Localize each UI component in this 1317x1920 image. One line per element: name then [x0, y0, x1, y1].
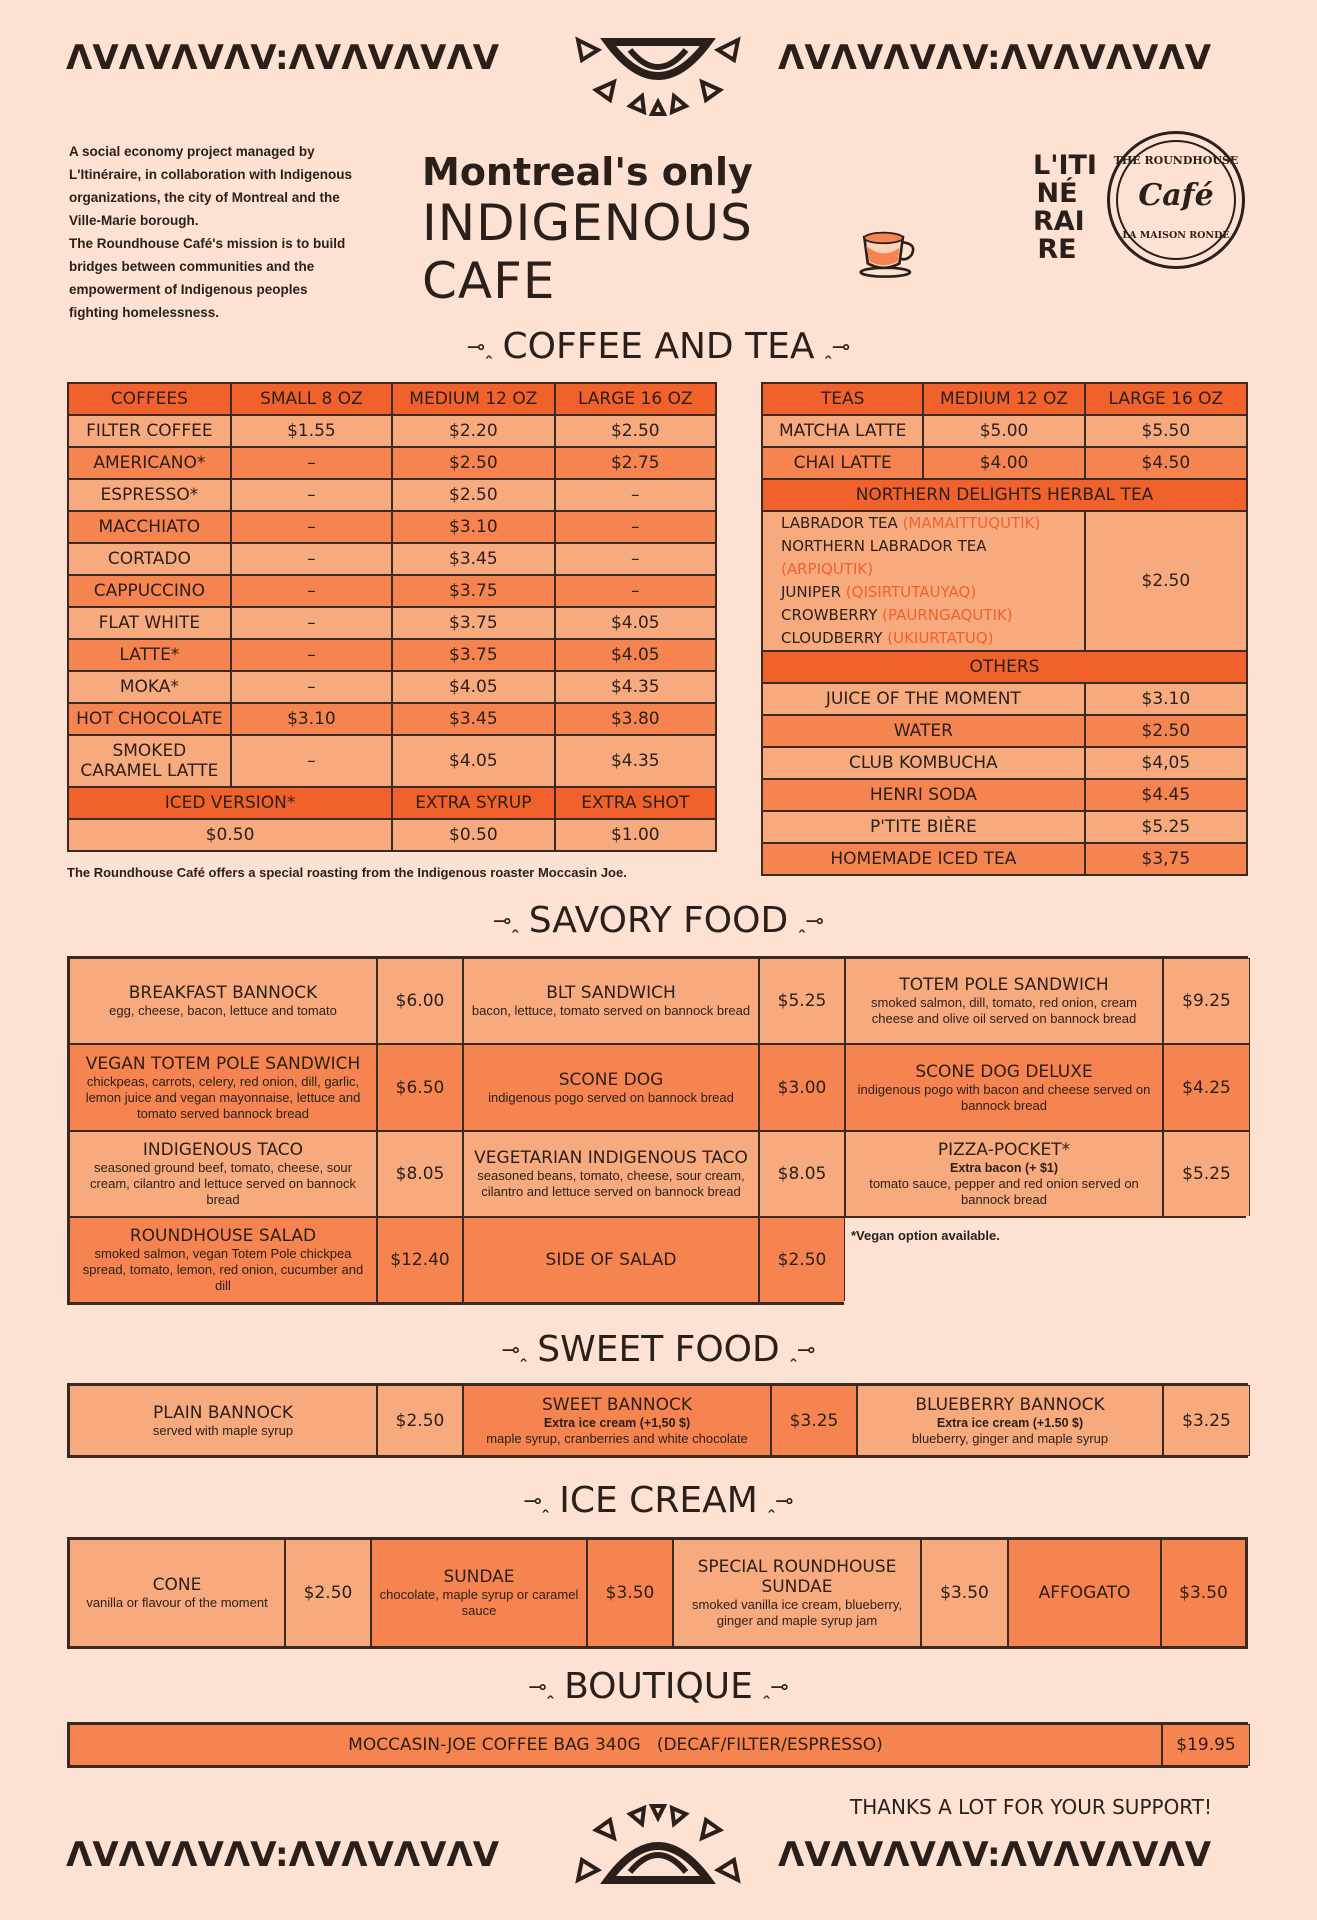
table-cell: $4.05 [392, 735, 554, 787]
price: $2.50 [303, 1583, 353, 1603]
table-row [68, 543, 716, 575]
item-description: chickpeas, carrots, celery, red onion, dill, garlic, lemon juice and vegan mayonnaise, lettuce and tomato served bannock bread [85, 1073, 361, 1121]
item-name: SWEET BANNOCK [542, 1394, 692, 1415]
flourish-right-icon: ꞈ⊸ [798, 908, 824, 934]
herbal-price: $2.50 [1085, 511, 1247, 651]
table-row [762, 479, 1247, 511]
price: $6.00 [395, 991, 445, 1011]
top-left-pattern: ΛVΛVΛVΛV:ΛVΛVΛVΛV [66, 38, 500, 78]
item-name: ROUNDHOUSE SALAD [129, 1226, 317, 1246]
section-title-icecream: ⊸ꞈ ICE CREAM ꞈ⊸ [523, 1480, 794, 1521]
table-cell: $3.80 [555, 703, 716, 735]
table-cell: $2.50 [1085, 715, 1247, 747]
boutique-item [69, 1724, 1162, 1766]
table-row [68, 511, 716, 543]
table-cell: $2.50 [555, 415, 716, 447]
menu-item [1008, 1539, 1161, 1647]
item-name: BLT SANDWICH [546, 983, 676, 1003]
table-cell: $2.20 [392, 415, 554, 447]
table-cell: – [231, 735, 392, 787]
table-cell: P'TITE BIÈRE [762, 811, 1085, 843]
coffees-header-medium: MEDIUM 12 OZ [392, 383, 554, 415]
table-row [762, 383, 1247, 415]
list-item: CROWBERRY (PAURNGAQUTIK) [781, 606, 1013, 624]
item-name: SCONE DOG DELUXE [915, 1061, 1093, 1082]
table-row [762, 715, 1247, 747]
item-name: VEGETARIAN INDIGENOUS TACO [474, 1148, 748, 1168]
table-row [68, 703, 716, 735]
item-name: SCONE DOG [558, 1069, 664, 1090]
section-title-coffee: ⊸ꞈ COFFEE AND TEA ꞈ⊸ [466, 326, 851, 367]
table-cell: $4.05 [555, 639, 716, 671]
price: $3.50 [1179, 1583, 1228, 1603]
item-description: chocolate, maple syrup or caramel sauce [379, 1587, 579, 1618]
table-cell: $3.75 [392, 639, 554, 671]
item-description: seasoned beans, tomato, cheese, sour cream, cilantro and lettuce served on bannock bread [477, 1168, 745, 1199]
roaster-note: The Roundhouse Café offers a special roasting from the Indigenous roaster Moccasin Joe. [67, 865, 627, 880]
menu-item [463, 1217, 759, 1303]
item-description: served with maple syrup [152, 1422, 294, 1438]
table-cell: $5.25 [1085, 811, 1247, 843]
coffees-header-small: SMALL 8 OZ [231, 383, 392, 415]
intro-paragraph-2: The Roundhouse Café's mission is to build bridges between communities and the empowerment of Indigenous peoples fighting homelessness. [69, 236, 346, 320]
item-name: AFFOGATO [1038, 1583, 1131, 1603]
table-cell: $1.55 [231, 415, 392, 447]
item-name: TOTEM POLE SANDWICH [899, 975, 1109, 995]
menu-item [673, 1539, 921, 1647]
item-description: smoked salmon, dill, tomato, red onion, cream cheese and olive oil served on bannock bread [871, 995, 1137, 1026]
title-line-1: Montreal's only [422, 150, 753, 194]
table-cell: FILTER COFFEE [68, 415, 231, 447]
coffees-header-large: LARGE 16 OZ [555, 383, 716, 415]
teas-header-name: TEAS [762, 383, 923, 415]
table-cell: $2.50 [392, 479, 554, 511]
savory-grid [67, 956, 1248, 1305]
item-name: PLAIN BANNOCK [152, 1402, 293, 1423]
item-name: PIZZA-POCKET* [937, 1140, 1071, 1160]
table-cell: $0.50 [392, 819, 554, 851]
menu-item [845, 1131, 1163, 1217]
item-name: SPECIAL ROUNDHOUSE SUNDAE [697, 1557, 897, 1597]
table-row [68, 447, 716, 479]
price: $19.95 [1176, 1735, 1236, 1755]
price: $9.25 [1182, 991, 1231, 1011]
table-cell: $2.75 [555, 447, 716, 479]
item-name: MOCCASIN-JOE COFFEE BAG 340G (DECAF/FILTER/ESPRESSO) [348, 1735, 883, 1755]
table-cell: LATTE* [68, 639, 231, 671]
table-row [762, 811, 1247, 843]
table-row [762, 447, 1247, 479]
sweet-grid [67, 1383, 1248, 1458]
table-cell: $3.10 [392, 511, 554, 543]
list-item: CLOUDBERRY (UKIURTATUQ) [781, 629, 994, 647]
table-cell: CLUB KOMBUCHA [762, 747, 1085, 779]
menu-item [69, 1044, 377, 1131]
table-cell: $4,05 [1085, 747, 1247, 779]
table-cell: $4.05 [392, 671, 554, 703]
table-row [762, 415, 1247, 447]
list-item: LABRADOR TEA (MAMAITTUQUTIK) [781, 514, 1041, 532]
item-extra: Extra bacon (+ $1) [949, 1161, 1059, 1175]
table-cell: HOT CHOCOLATE [68, 703, 231, 735]
flourish-left-icon: ⊸ꞈ [466, 334, 493, 360]
price: $6.50 [395, 1077, 445, 1098]
page-title [422, 150, 922, 310]
table-row [762, 511, 1247, 651]
table-row [68, 735, 716, 787]
table-cell: MATCHA LATTE [762, 415, 923, 447]
menu-item [463, 1385, 771, 1456]
table-cell: EXTRA SYRUP [392, 787, 554, 819]
sun-top-icon [568, 30, 748, 120]
table-cell: $3.10 [231, 703, 392, 735]
table-cell: HENRI SODA [762, 779, 1085, 811]
thanks-text: THANKS A LOT FOR YOUR SUPPORT! [850, 1795, 1212, 1819]
item-description: smoked vanilla ice cream, blueberry, ginger and maple syrup jam [691, 1597, 902, 1628]
table-cell: – [555, 543, 716, 575]
intro-text [69, 140, 359, 324]
flourish-right-icon: ꞈ⊸ [824, 334, 851, 360]
menu-item [845, 1044, 1163, 1131]
item-description: egg, cheese, bacon, lettuce and tomato [109, 1003, 337, 1018]
herbal-title: NORTHERN DELIGHTS HERBAL TEA [762, 479, 1247, 511]
table-row [68, 639, 716, 671]
item-name: SIDE OF SALAD [545, 1250, 677, 1270]
coffee-cup-icon [859, 221, 922, 283]
table-cell: – [555, 575, 716, 607]
table-cell: $3.75 [392, 575, 554, 607]
table-cell: MOKA* [68, 671, 231, 703]
table-row [68, 479, 716, 511]
boutique-grid [67, 1722, 1248, 1768]
section-title-sweet: ⊸ꞈ SWEET FOOD ꞈ⊸ [501, 1329, 816, 1370]
table-cell: CORTADO [68, 543, 231, 575]
itineraire-logo: L'ITI NÉ RAI RE [1033, 150, 1097, 265]
extras-values-row [68, 819, 716, 851]
item-extra: Extra ice cream (+1,50 $) [543, 1415, 691, 1430]
sun-bottom-icon [568, 1800, 748, 1890]
price: $8.05 [395, 1164, 445, 1184]
table-cell: ICED VERSION* [68, 787, 392, 819]
table-cell: $5.00 [923, 415, 1084, 447]
icecream-grid [67, 1537, 1248, 1649]
item-name: BLUEBERRY BANNOCK [915, 1394, 1105, 1415]
flourish-left-icon: ⊸ꞈ [493, 908, 519, 934]
item-description: seasoned ground beef, tomato, cheese, sour cream, cilantro and lettuce served on bannock bread [90, 1160, 356, 1207]
price: $3.00 [777, 1077, 827, 1098]
table-row [68, 415, 716, 447]
flourish-left-icon: ⊸ꞈ [501, 1337, 528, 1363]
table-cell: – [231, 543, 392, 575]
table-cell: CAPPUCCINO [68, 575, 231, 607]
table-cell: – [231, 575, 392, 607]
table-cell: – [555, 511, 716, 543]
price: $8.05 [777, 1164, 827, 1184]
price: $2.50 [395, 1410, 445, 1431]
table-cell: FLAT WHITE [68, 607, 231, 639]
table-cell: – [231, 671, 392, 703]
item-description: indigenous pogo served on bannock bread [488, 1089, 734, 1105]
table-row [68, 383, 716, 415]
teas-table [761, 382, 1248, 876]
item-name: BREAKFAST BANNOCK [128, 983, 318, 1003]
menu-item [371, 1539, 587, 1647]
table-cell: $3,75 [1085, 843, 1247, 875]
table-cell: – [555, 479, 716, 511]
title-line-2: INDIGENOUS CAFE [422, 194, 753, 310]
table-cell: CHAI LATTE [762, 447, 923, 479]
table-row [68, 575, 716, 607]
item-name: INDIGENOUS TACO [142, 1140, 304, 1160]
item-name: SUNDAE [443, 1567, 515, 1587]
extras-header-row [68, 787, 716, 819]
item-name: VEGAN TOTEM POLE SANDWICH [85, 1053, 361, 1074]
price: $3.25 [1182, 1410, 1231, 1431]
table-cell: – [231, 607, 392, 639]
menu-item [463, 958, 759, 1044]
table-cell: MACCHIATO [68, 511, 231, 543]
table-cell: – [231, 639, 392, 671]
price: $3.50 [940, 1583, 989, 1603]
item-description: vanilla or flavour of the moment [86, 1595, 268, 1610]
menu-item [69, 958, 377, 1044]
flourish-right-icon: ꞈ⊸ [789, 1337, 816, 1363]
list-item: NORTHERN LABRADOR TEA (ARPIQUTIK) [781, 537, 987, 578]
table-cell: $4.35 [555, 671, 716, 703]
table-cell: $3.45 [392, 703, 554, 735]
roundhouse-logo: THE ROUNDHOUSE Café LA MAISON RONDE [1107, 131, 1245, 269]
teas-header-large: LARGE 16 OZ [1085, 383, 1247, 415]
teas-header-medium: MEDIUM 12 OZ [923, 383, 1084, 415]
table-cell: $3.75 [392, 607, 554, 639]
item-description: bacon, lettuce, tomato served on bannock bread [471, 1003, 751, 1018]
table-cell: $4.00 [923, 447, 1084, 479]
item-extra: Extra ice cream (+1.50 $) [936, 1415, 1084, 1430]
menu-item [463, 1044, 759, 1131]
flourish-left-icon: ⊸ꞈ [523, 1488, 550, 1514]
bottom-right-pattern: ΛVΛVΛVΛV:ΛVΛVΛVΛV [778, 1835, 1212, 1875]
item-description: smoked salmon, vegan Totem Pole chickpea spread, tomato, lemon, red onion, cucumber and dill [82, 1246, 364, 1293]
table-cell: $1.00 [555, 819, 716, 851]
table-cell: AMERICANO* [68, 447, 231, 479]
table-cell: $3.45 [392, 543, 554, 575]
herbal-list [762, 511, 1085, 651]
table-cell: JUICE OF THE MOMENT [762, 683, 1085, 715]
table-row [762, 651, 1247, 683]
vegan-note: *Vegan option available. [851, 1228, 1000, 1243]
price: $2.50 [777, 1250, 827, 1270]
item-description: tomato sauce, pepper and red onion served on bannock bread [869, 1176, 1139, 1207]
price: $5.25 [1182, 1164, 1231, 1184]
table-row [762, 843, 1247, 875]
bottom-left-pattern: ΛVΛVΛVΛV:ΛVΛVΛVΛV [66, 1835, 500, 1875]
menu-item [845, 958, 1163, 1044]
table-cell: WATER [762, 715, 1085, 747]
table-cell: $2.50 [392, 447, 554, 479]
table-row [762, 683, 1247, 715]
table-cell: – [231, 479, 392, 511]
table-cell: EXTRA SHOT [555, 787, 716, 819]
item-description: indigenous pogo with bacon and cheese served on bannock bread [857, 1081, 1151, 1113]
table-cell: $3.10 [1085, 683, 1247, 715]
flourish-left-icon: ⊸ꞈ [528, 1674, 555, 1700]
coffees-header-name: COFFEES [68, 383, 231, 415]
top-right-pattern: ΛVΛVΛVΛV:ΛVΛVΛVΛV [778, 38, 1212, 78]
price: $3.25 [789, 1410, 839, 1431]
table-cell: $4.05 [555, 607, 716, 639]
item-name: CONE [152, 1575, 202, 1595]
table-cell: SMOKED CARAMEL LATTE [68, 735, 231, 787]
coffees-table [67, 382, 717, 852]
table-cell: $4.50 [1085, 447, 1247, 479]
table-cell: $5.50 [1085, 415, 1247, 447]
list-item: JUNIPER (QISIRTUTAUYAQ) [781, 583, 977, 601]
table-row [762, 747, 1247, 779]
table-row [68, 607, 716, 639]
section-title-savory: ⊸ꞈ SAVORY FOOD ꞈ⊸ [493, 900, 824, 941]
table-cell: $4.45 [1085, 779, 1247, 811]
table-cell: – [231, 511, 392, 543]
intro-paragraph-1: A social economy project managed by L'Itinéraire, in collaboration with Indigenous organizations, the city of Montreal and the Ville-Marie borough. [69, 144, 352, 228]
price: $4.25 [1182, 1077, 1231, 1098]
menu-item [69, 1539, 285, 1647]
flourish-right-icon: ꞈ⊸ [762, 1674, 789, 1700]
price: $5.25 [777, 991, 827, 1011]
table-row [68, 671, 716, 703]
others-title: OTHERS [762, 651, 1247, 683]
table-cell: – [231, 447, 392, 479]
item-description: blueberry, ginger and maple syrup [911, 1430, 1109, 1446]
menu-item [463, 1131, 759, 1217]
menu-item [857, 1385, 1163, 1456]
price: $12.40 [390, 1250, 450, 1270]
section-title-boutique: ⊸ꞈ BOUTIQUE ꞈ⊸ [528, 1666, 789, 1707]
item-description: maple syrup, cranberries and white chocolate [486, 1430, 748, 1446]
table-cell: $0.50 [68, 819, 392, 851]
table-cell: ESPRESSO* [68, 479, 231, 511]
flourish-right-icon: ꞈ⊸ [767, 1488, 794, 1514]
table-cell: HOMEMADE ICED TEA [762, 843, 1085, 875]
table-row [762, 779, 1247, 811]
menu-item [69, 1217, 377, 1303]
price: $3.50 [605, 1583, 655, 1603]
table-cell: $4.35 [555, 735, 716, 787]
menu-item [69, 1385, 377, 1456]
menu-item [69, 1131, 377, 1217]
